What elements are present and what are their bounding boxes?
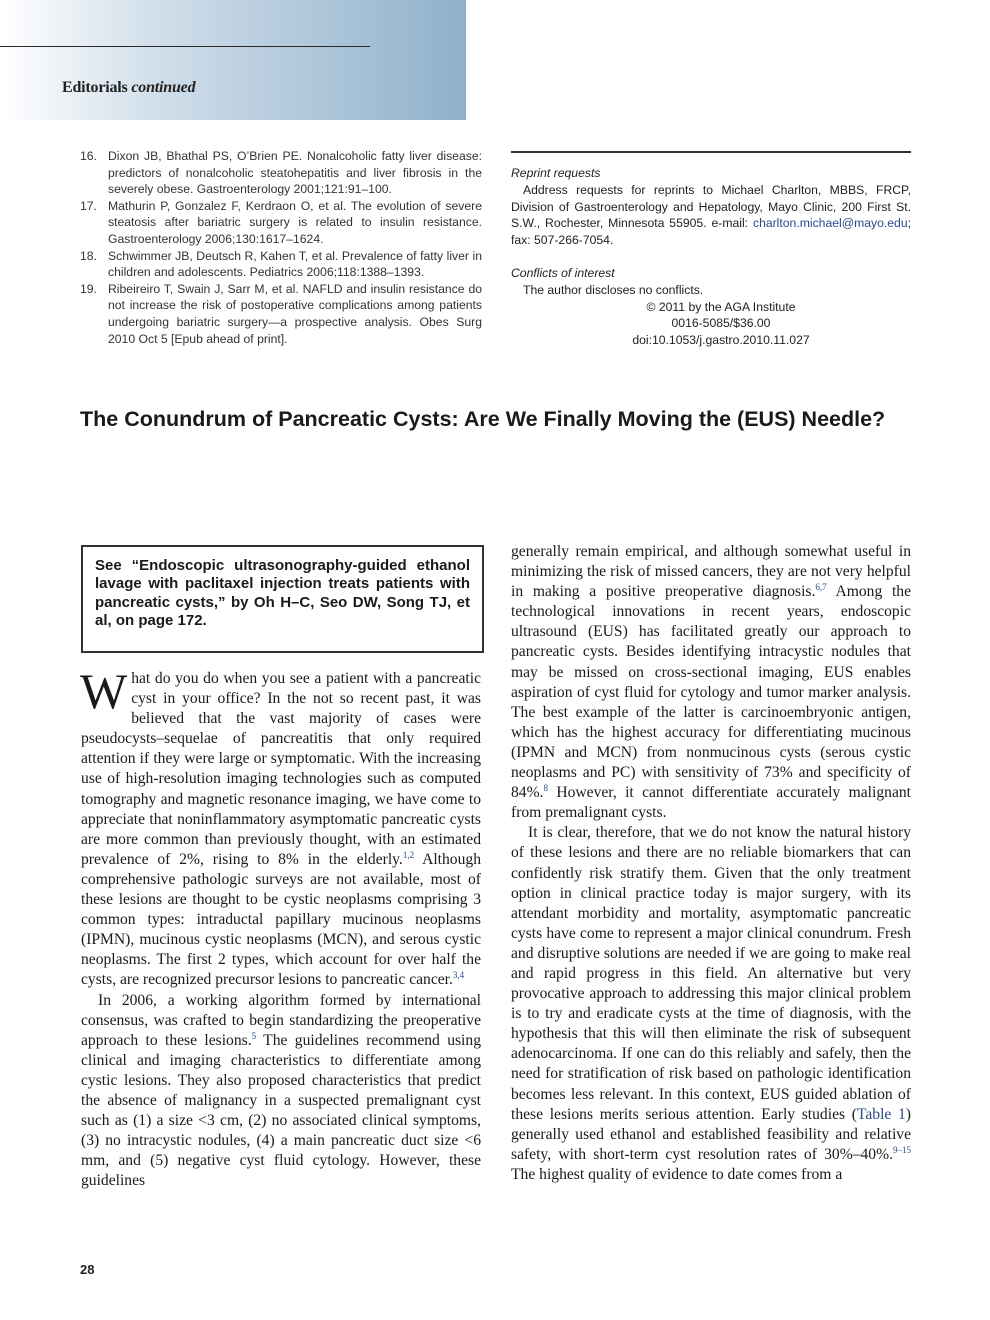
paragraph-text: However, it cannot differentiate accurately malignant from premalignant cysts. [511, 784, 911, 822]
fax-text: ; fax: 507-266-7054. [511, 216, 911, 248]
citation-link[interactable]: 9–15 [893, 1144, 911, 1155]
article-title: The Conundrum of Pancreatic Cysts: Are We Finally Moving the (EUS) Needle? [80, 407, 886, 431]
issn-line: 0016-5085/$36.00 [671, 316, 771, 331]
paragraph [80, 663, 481, 991]
reference-item [80, 248, 482, 281]
reference-text: Schwimmer JB, Deutsch R, Kahen T, et al. Prevalence of fatty liver in children and adolescents. Pediatrics 2006;118:1388–1393. [108, 248, 482, 280]
reference-text: Ribeireiro T, Swain J, Sarr M, et al. NAFLD and insulin resistance do not increase the risk of postoperative complications among patients undergoing bariatric surgery—a prospective analysis. Obes Surg 2010 Oct 5 [Epub ahead of print]. [108, 281, 482, 346]
reference-item [80, 281, 482, 347]
reprint-text-block [511, 182, 911, 249]
header-band [0, 0, 466, 120]
paragraph-text: The highest quality of evidence to date comes from a [511, 1165, 843, 1183]
paragraph [511, 823, 911, 1185]
reference-number: 17. [80, 198, 97, 213]
reference-item [80, 198, 482, 248]
drop-cap: W [80, 663, 128, 719]
reference-number: 18. [80, 248, 97, 263]
paragraph-text: ) generally used ethanol and established feasibility and relative safety, with short-term cyst resolution rates of 30%–40%. [511, 1105, 911, 1163]
citation-link[interactable]: 6,7 [815, 582, 827, 592]
citation-link[interactable]: 5 [251, 1030, 257, 1041]
reference-number: 16. [80, 149, 97, 163]
body-column-right [511, 542, 911, 1185]
doi-line: doi:10.1053/j.gastro.2010.11.027 [632, 333, 810, 348]
section-name: Editorials [62, 79, 128, 96]
table-link[interactable]: Table 1 [856, 1105, 906, 1123]
paragraph-text: Among the technological innovations in recent years, endoscopic ultrasound (EUS) has facilitated greatly our approach to pancreatic cysts. Besides identifying intracystic nodules that may be missed on cross-sectional imaging, EUS enables aspiration of cyst fluid for cytology and tumor marker analysis. The best example of the latter is carcinoembryonic antigen, which has the highest accuracy for differentiating mucinous (IPMN and MCN) from nonmucinous cysts (serous cystic neoplasms and PC) with sensitivity of 73% and specificity of 84%. [511, 583, 911, 802]
paragraph-text: In 2006, a working algorithm formed by international consensus, was crafted to begin standardizing the preoperative approach to these lesions. [81, 991, 481, 1049]
paragraph-text: generally remain empirical, and although somewhat useful in minimizing the risk of missed cancers, they are not very helpful in making a positive preoperative diagnosis. [511, 543, 911, 601]
see-also-box: See “Endoscopic ultrasonography-guided ethanol lavage with paclitaxel injection treats patients with pancreatic cysts,” by Oh H–C, Seo DW, Song TJ, et al, on page 172. [81, 545, 484, 653]
email-link[interactable]: charlton.michael@mayo.edu [752, 216, 908, 231]
conflicts-text: The author discloses no conflicts. [523, 282, 704, 297]
section-label [62, 79, 195, 97]
sidebar-rule [511, 151, 911, 153]
reference-number: 19. [80, 281, 97, 296]
citation-link[interactable]: 3,4 [452, 970, 465, 981]
paragraph [81, 991, 481, 1192]
paragraph-text: hat do you do when you see a patient with a pancreatic cyst in your office? In the not so recent past, it was believed that the vast majority of cases were pseudocysts–sequelae of pancreatitis that only required attention if they were large or symptomatic. With the increasing use of high-resolution imaging technologies such as computed tomography and magnetic resonance imaging, we have come to appreciate that noninflammatory asymptomatic pancreatic cysts are more common than previously thought, with an estimated prevalence of 2%, rising to 8% in the elderly. [81, 670, 481, 868]
reprint-heading: Reprint requests [511, 166, 601, 180]
header-rule [0, 46, 370, 47]
citation-link[interactable]: 1,2 [402, 849, 415, 860]
reference-list [80, 148, 482, 347]
paragraph [511, 542, 911, 823]
section-continued: continued [131, 79, 196, 96]
copyright-line: © 2011 by the AGA Institute [646, 299, 796, 314]
body-column-left [80, 663, 481, 1191]
paragraph-text: The guidelines recommend using clinical and imaging characteristics to differentiate among cystic lesions. They also proposed characteristics that predict the absence of malignancy in a suspected premalignant cyst such as (1) a size <3 cm, (2) no associated clinical symptoms, (3) no intracystic nodules, (4) a main pancreatic duct size <6 mm, and (5) negative cyst fluid cytology. However, these guidelines [81, 1031, 481, 1190]
reference-text: Dixon JB, Bhathal PS, O’Brien PE. Nonalcoholic fatty liver disease: predictors of nonalcoholic steatohepatitis and liver fibrosis in the severely obese. Gastroenterology 2001;121:91–100. [108, 149, 482, 197]
reference-text: Mathurin P, Gonzalez F, Kerdraon O, et al. The evolution of severe steatosis after bariatric surgery is related to insulin resistance. Gastroenterology 2006;130:1617–1624. [108, 198, 482, 246]
reprint-sidebar [511, 165, 911, 349]
reprint-text: Address requests for reprints to Michael Charlton, MBBS, FRCP, Division of Gastroenterology and Hepatology, Mayo Clinic, 200 First St. S.W., Rochester, Minnesota 55905. e-mail: [511, 182, 911, 231]
citation-link[interactable]: 8 [543, 782, 548, 793]
reference-item [80, 148, 482, 198]
paragraph-text: It is clear, therefore, that we do not know the natural history of these lesions and there are no reliable biomarkers that can confidently risk stratify them. Given that the only treatment option in clinical practice today is major surgery, with its attendant morbidity and mortality, asymptomatic pancreatic cysts have come to represent a major clinical conundrum. Fresh and disruptive solutions are needed if we are going to make real and rapid progress in this field. An alternative but very provocative approach to addressing this major clinical problem is to try and eradicate cysts at the time of diagnosis, with the hypothesis that this will then eliminate the risk of subsequent adenocarcinoma. If one can do this reliably and safely, then the need for stratification of risk based on pathologic identification becomes less relevant. In this context, EUS guided ablation of these lesions merits serious attention. Early studies ( [511, 824, 911, 1123]
page-number: 28 [80, 1262, 95, 1277]
paragraph-text: Although comprehensive pathologic surveys are not available, most of these lesions are thought to be cystic neoplasms comprising 3 common types: intraductal papillary mucinous neoplasms (IPMN), mucinous cystic neoplasms (MCN), and serous cystic neoplasms. The first 2 types, which account for over half the cysts, are recognized precursor lesions to pancreatic cancer. [81, 850, 481, 989]
conflicts-heading: Conflicts of interest [511, 265, 615, 280]
